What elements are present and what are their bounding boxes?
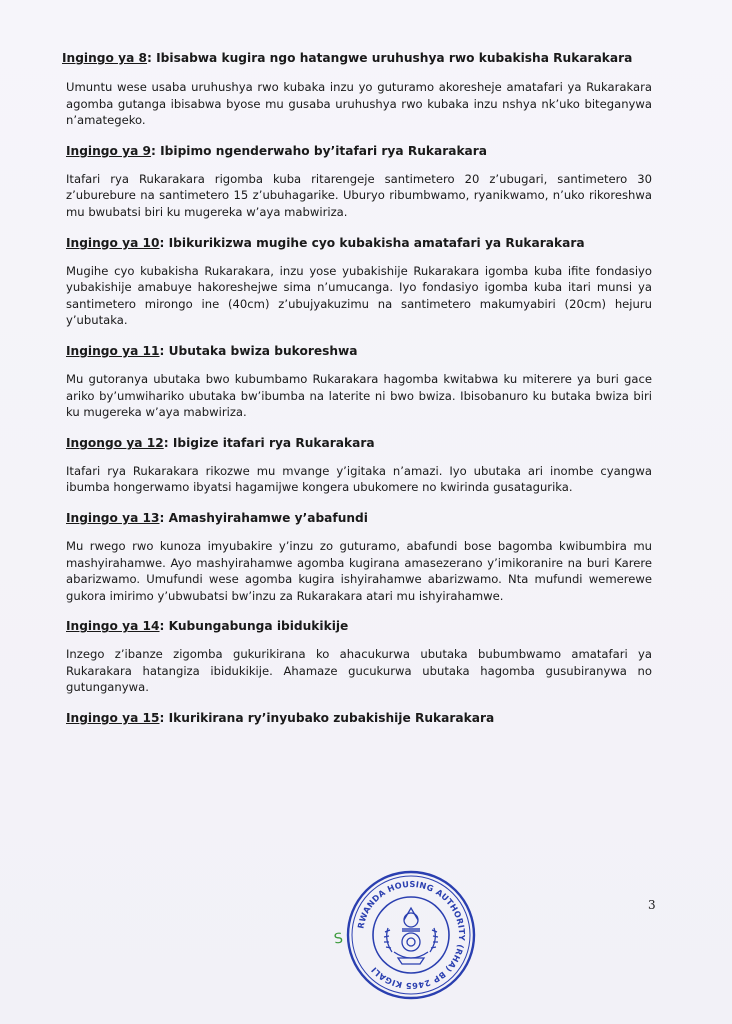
article-body: Itafari rya Rukarakara rikozwe mu mvange y’igitaka n’amazi. Iyo ubutaka ari inombe cyangwa ibumba hongerwamo ibyatsi hagamijwe kongera ubukomere no kwirinda gusatagurika. xyxy=(66,463,652,495)
page-number: 3 xyxy=(648,898,656,912)
article-heading xyxy=(66,618,652,635)
article-11 xyxy=(66,343,652,421)
article-13 xyxy=(66,510,652,604)
article-15 xyxy=(66,710,652,727)
article-title: : Ibigize itafari rya Rukarakara xyxy=(163,435,375,450)
article-number: Ingingo ya 15 xyxy=(66,711,160,726)
official-seal-icon xyxy=(344,868,478,1002)
article-number: Ingongo ya 12 xyxy=(66,435,164,450)
article-number: Ingingo ya 11 xyxy=(66,343,160,358)
article-number: Ingingo ya 10 xyxy=(66,235,160,250)
article-body: Umuntu wese usaba uruhushya rwo kubaka inzu yo guturamo akoresheje amatafari ya Rukarakara agomba gutanga ibisabwa byose mu gusaba uruhushya rwo kubaka inzu nshya nk’uko biteganywa n’amategeko. xyxy=(66,80,652,128)
article-heading xyxy=(66,710,652,727)
article-title: : Ibipimo ngenderwaho by’itafari rya Rukarakara xyxy=(151,143,488,158)
article-body: Inzego z’ibanze zigomba gukurikirana ko ahacukurwa ubutaka bubumbwamo amatafari ya Rukarakara hatangiza ibidukikije. Ahamaze gucukurwa ubutaka hagomba gusubiranywa no gutunganywa. xyxy=(66,647,652,695)
article-title: : Ikurikirana ry’inyubako zubakishije Rukarakara xyxy=(159,711,495,726)
seal-text: RWANDA HOUSING AUTHORITY (RHA) BP 2465 KIGALI xyxy=(355,878,468,992)
svg-text:RWANDA HOUSING AUTHORITY (RHA) xyxy=(355,879,467,991)
document-body xyxy=(62,50,652,727)
article-8 xyxy=(62,50,652,129)
article-title: : Kubungabunga ibidukikije xyxy=(159,619,349,634)
article-12 xyxy=(66,435,652,496)
article-heading xyxy=(66,235,652,252)
article-14 xyxy=(66,618,652,696)
article-10 xyxy=(66,235,652,329)
article-title: : Amashyirahamwe y’abafundi xyxy=(159,510,368,525)
article-heading xyxy=(62,50,652,67)
article-title: : Ibikurikizwa mugihe cyo kubakisha amatafari ya Rukarakara xyxy=(159,235,585,250)
article-heading xyxy=(66,510,652,527)
article-body: Mugihe cyo kubakisha Rukarakara, inzu yose yubakishije Rukarakara igomba kuba ifite fondasiyo yubakishije amabuye hakoreshejwe sima n’umucanga. Iyo fondasiyo igomba kuba itari munsi ya santimetero mirongo ine (40cm) z’ubujyakuzimu na santimetero makumyabiri (20cm) hejuru y’ubutaka. xyxy=(66,263,652,328)
article-heading xyxy=(66,343,652,360)
article-number: Ingingo ya 8 xyxy=(62,51,148,65)
article-body: Mu gutoranya ubutaka bwo kubumbamo Rukarakara hagomba kwitabwa ku miterere ya buri gace ariko by’umwihariko ubutaka bw’ibumba na laterite ni bwo bwiza. Ibisobanuro ku butaka bwiza biri ku mugereka w’aya mabwiriza. xyxy=(66,371,652,420)
article-number: Ingingo ya 9 xyxy=(66,143,152,158)
article-body: Itafari rya Rukarakara rigomba kuba ritarengeje santimetero 20 z’ubugari, santimetero 30 z’uburebure na santimetero 15 z’ubuhagarike. Uburyo ribumbwamo, ryanikwamo, n’uko rikoreshwa mu bwubatsi biri ku mugereka w’aya mabwiriza. xyxy=(66,171,652,219)
article-9 xyxy=(66,143,652,221)
article-heading xyxy=(66,143,652,160)
article-number: Ingingo ya 13 xyxy=(66,510,160,525)
handwritten-initials: S xyxy=(332,930,344,948)
article-title: : Ibisabwa kugira ngo hatangwe uruhushya rwo kubakisha Rukarakara xyxy=(147,51,633,65)
article-body: Mu rwego rwo kunoza imyubakire y’inzu zo guturamo, abafundi bose bagomba kwibumbira mu mashyirahamwe. Ayo mashyirahamwe agomba kugirana amasezerano y’imikoranire na buri Karere abarizwamo. Umufundi wese agomba kugira ishyirahamwe abarizwamo. Nta mufundi wemerewe gukora imirimo y’ubwubatsi bw’inzu za Rukarakara atari mu ishyirahamwe. xyxy=(66,538,652,603)
article-title: : Ubutaka bwiza bukoreshwa xyxy=(159,343,358,358)
article-number: Ingingo ya 14 xyxy=(66,619,160,634)
article-heading xyxy=(66,435,652,452)
